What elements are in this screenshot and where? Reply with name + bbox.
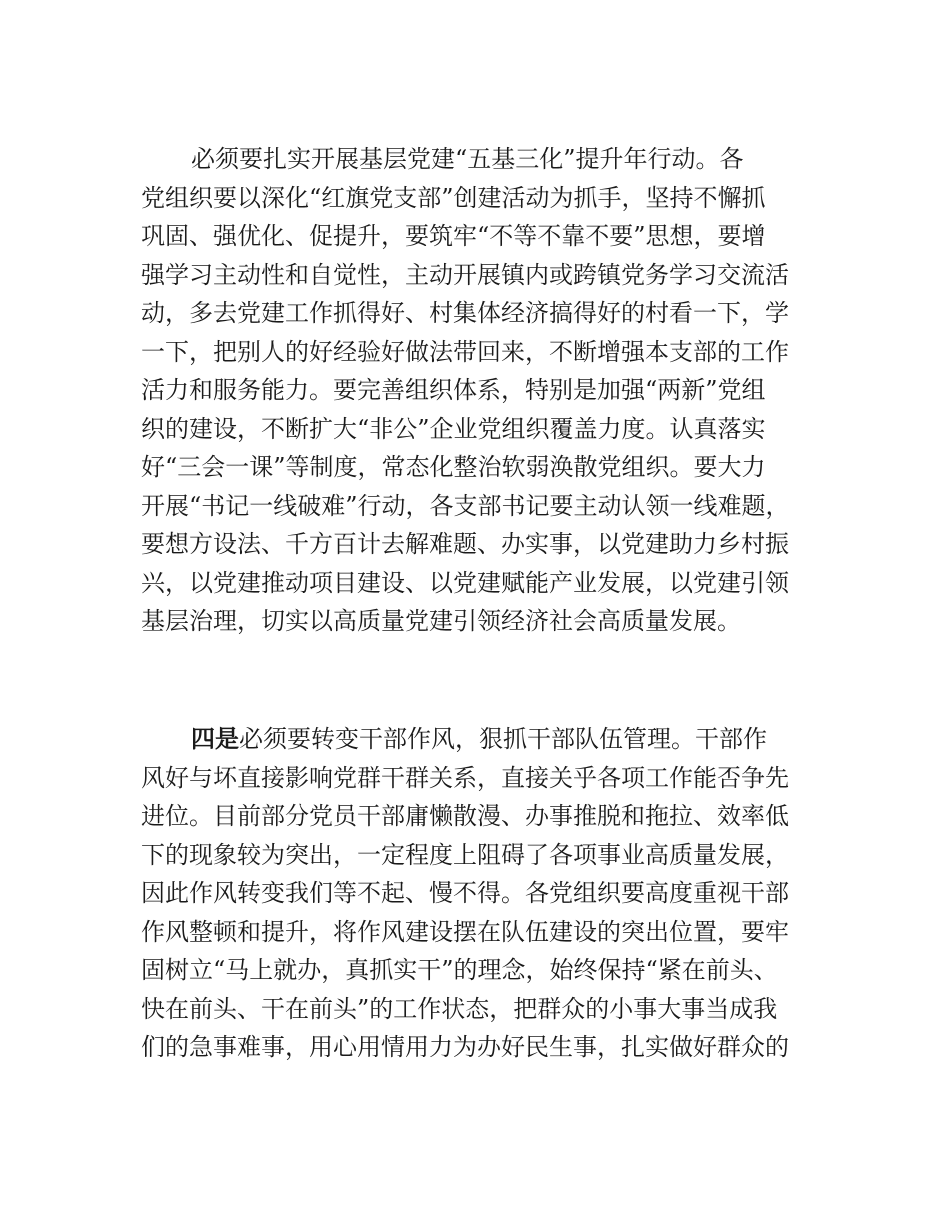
text-line: 风好与坏直接影响党群干群关系，直接关乎各项工作能否争先 xyxy=(141,763,789,792)
text-line: 固树立“马上就办，真抓实干”的理念，始终保持“紧在前头、 xyxy=(141,956,778,984)
text-line: 们的急事难事，用心用情用力为办好民生事，扎实做好群众的 xyxy=(141,1033,789,1061)
text-line: 党组织要以深化“红旗党支部”创建活动为抓手，坚持不懈抓 xyxy=(141,183,766,212)
text-line: 要想方设法、千方百计去解难题、办实事，以党建助力乡村振 xyxy=(141,530,789,558)
text-line xyxy=(141,720,821,759)
text-line: 必须要扎实开展基层党建“五基三化”提升年行动。各 xyxy=(191,145,744,173)
text-line: 兴，以党建推动项目建设、以党建赋能产业发展，以党建引领 xyxy=(141,568,789,597)
text-line: 一下，把别人的好经验好做法带回来，不断增强本支部的工作 xyxy=(141,337,789,366)
text-line: 基层治理，切实以高质量党建引领经济社会高质量发展。 xyxy=(141,607,741,635)
text-line: 好“三会一课”等制度，常态化整治软弱涣散党组织。要大力 xyxy=(141,453,766,481)
text-line: 巩固、强优化、促提升，要筑牢“不等不靠不要”思想，要增 xyxy=(141,222,766,250)
paragraph-cadre-style xyxy=(141,720,821,1067)
text-line: 强学习主动性和自觉性，主动开展镇内或跨镇党务学习交流活 xyxy=(141,260,789,289)
text-line: 因此作风转变我们等不起、慢不得。各党组织要高度重视干部 xyxy=(141,879,789,907)
text-line: 进位。目前部分党员干部庸懒散漫、办事推脱和拖拉、效率低 xyxy=(141,802,789,830)
text-line: 动，多去党建工作抓得好、村集体经济搞得好的村看一下，学 xyxy=(141,299,789,327)
text-line: 快在前头、干在前头”的工作状态，把群众的小事大事当成我 xyxy=(141,994,778,1023)
text-line-rest: 必须要转变干部作风，狠抓干部队伍管理。干部作 xyxy=(239,725,767,753)
text-line: 作风整顿和提升，将作风建设摆在队伍建设的突出位置，要牢 xyxy=(141,917,789,946)
text-line: 开展“书记一线破难”行动，各支部书记要主动认领一线难题， xyxy=(141,491,790,520)
text-line: 下的现象较为突出，一定程度上阻碍了各项事业高质量发展， xyxy=(141,840,789,869)
text-line: 活力和服务能力。要完善组织体系，特别是加强“两新”党组 xyxy=(141,376,766,404)
paragraph-party-building xyxy=(141,140,821,641)
text-line: 织的建设，不断扩大“非公”企业党组织覆盖力度。认真落实 xyxy=(141,414,766,443)
paragraph-lead: 四是 xyxy=(191,725,239,753)
